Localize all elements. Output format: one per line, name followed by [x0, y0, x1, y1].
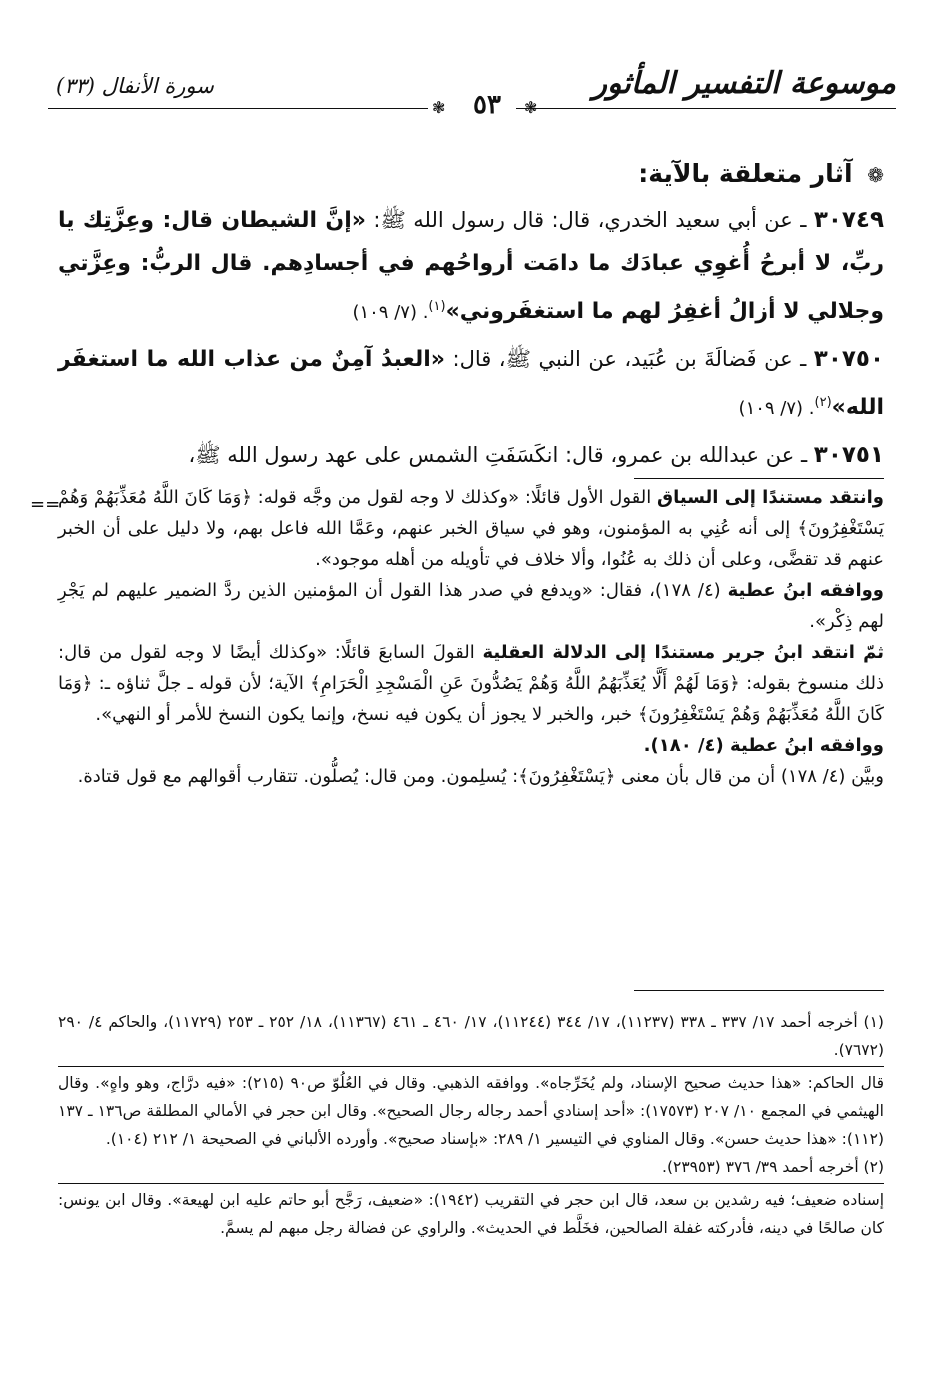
- section-title: آثار متعلقة بالآية:: [638, 159, 853, 188]
- main-text: [58, 152, 884, 481]
- section-heading: [58, 152, 884, 197]
- narration-entry: [58, 434, 884, 477]
- commentary-text: وبيَّن (٤/ ١٧٨) أن من قال بأن معنى ﴿يَسْتَغْفِرُونَ﴾: يُسلِمون. ومن قال: يُصلُّون. تتقارب أقوالهم مع قول قتادة.: [77, 766, 884, 787]
- commentary-lead: ووافقه ابنُ عطية: [727, 580, 884, 601]
- commentary-text: (٤/ ١٧٨)، فقال: «ويدفع في صدر هذا القول أن المؤمنين الذين ردَّ الضمير عليهم لم يَجْرِ لهم ذِكْر».: [58, 580, 884, 632]
- narration-number: ٣٠٧٥١: [813, 442, 884, 468]
- header-rule-right: [516, 108, 896, 109]
- narration-chain: ـ عن فَضالَةَ بن عُبَيد، عن النبي ﷺ، قال:: [444, 347, 814, 371]
- footnote-divider: [58, 1066, 884, 1067]
- footnote-marker[interactable]: (١): [428, 299, 446, 314]
- ornament-icon: ❃: [432, 98, 446, 117]
- continuation-mark: ==: [30, 494, 61, 515]
- footnotes-separator: [634, 990, 884, 991]
- commentary-text: القول الأول قائلًا: «وكذلك لا وجه لقول من وجَّه قوله: ﴿وَمَا كَانَ اللَّهُ مُعَذِّبَهُمْ وَهُمْ يَسْتَغْفِرُونَ﴾ إلى أنه عُنِي به المؤمنون، وهو في سياق الخبر عنهم، وعَمَّا الله فاعل بهم، ولا دليل على أن الخبر عنهم قد تقضَّى، وعلى أن ذلك به عُنُوا، وألا خلاف في تأويله من أهله موجود».: [58, 487, 884, 570]
- hadith-text: «العبدُ آمِنٌ من عذاب الله ما استغفَر الله»: [58, 347, 884, 420]
- commentary-lead: ثمّ انتقد ابنُ جرير مستندًا إلى الدلالة العقلية: [482, 642, 885, 663]
- page-number: ٥٣: [473, 90, 501, 120]
- footnote-commentary: قال الحاكم: «هذا حديث صحيح الإسناد، ولم يُخَرِّجاه». ووافقه الذهبي. وقال في العُلُوّ ص٩٠ (٢١٥): «فيه درَّاج، وهو واهٍ». وقال الهيثمي في المجمع ١٠/ ٢٠٧ (١٧٥٧٣): «أحد إسنادي أحمد رجاله رجال الصحيح». وقال ابن حجر في الأمالي المطلقة ص١٣٦ ـ ١٣٧ (١١٢): «هذا حديث حسن». وقال المناوي في التيسير ١/ ٢٨٩: «بإسناد صحيح». وأورده الألباني في الصحيحة ١/ ٢١٢ (١٠٤).: [58, 1074, 885, 1148]
- narration-chain: ـ عن عبدالله بن عمرو، قال: انكَسَفَتِ الشمس على عهد رسول الله ﷺ،: [188, 443, 814, 467]
- book-title: موسوعة التفسير المأثور: [592, 66, 896, 101]
- footnote-commentary: إسناده ضعيف؛ فيه رشدين بن سعد، قال ابن حجر في التقريب (١٩٤٢): «ضعيف، رَجَّح أبو حاتم عليه ابن لهيعة». وقال ابن يونس: كان صالحًا في دينه، فأدركته غفلة الصالحين، فخَلَّط في الحديث». والراوي عن فضالة رجل مبهم لم يسمَّ.: [58, 1191, 884, 1237]
- narration-entry: [58, 199, 884, 334]
- flower-ornament-icon: ❁: [867, 163, 884, 187]
- footnotes: [58, 1008, 884, 1242]
- commentary-paragraph: [58, 730, 884, 761]
- commentary-notes: [58, 482, 884, 792]
- footnote-divider: [58, 1183, 884, 1184]
- surah-title: سورة الأنفال (٣٣): [56, 74, 214, 98]
- commentary-paragraph: [58, 575, 884, 637]
- narration-chain: ـ عن أبي سعيد الخدري، قال: قال رسول الله ﷺ:: [365, 208, 814, 232]
- commentary-paragraph: [58, 482, 884, 575]
- notes-separator: [634, 478, 884, 479]
- footnote: (١) أخرجه أحمد ١٧/ ٣٣٧ ـ ٣٣٨ (١١٢٣٧)، ١٧/ ٣٤٤ (١١٢٤٤)، ١٧/ ٤٦٠ ـ ٤٦١ (١١٣٦٧)، ١٨/ ٢٥٢ ـ ٢٥٣ (١١٧٢٩)، والحاكم ٤/ ٢٩٠ (٧٦٧٢).: [58, 1013, 884, 1059]
- page-header: [48, 58, 896, 128]
- narration-number: ٣٠٧٤٩: [813, 207, 885, 233]
- commentary-lead: ووافقه ابنُ عطية (٤/ ١٨٠).: [643, 735, 884, 756]
- commentary-paragraph: [58, 761, 884, 792]
- commentary-lead: وانتقد مستندًا إلى السياق: [657, 487, 884, 508]
- commentary-paragraph: [58, 637, 884, 730]
- ornament-icon: ❃: [524, 98, 538, 117]
- narration-number: ٣٠٧٥٠: [813, 346, 884, 372]
- header-rule-left: [48, 108, 428, 109]
- volume-reference: . (٧/ ١٠٩): [738, 398, 815, 419]
- volume-reference: . (٧/ ١٠٩): [352, 302, 429, 323]
- footnote-marker[interactable]: (٢): [814, 395, 832, 410]
- hadith-text: «إنَّ الشيطان قال: وعِزَّتِك يا ربِّ، لا أبرحُ أُغوِي عبادَك ما دامَت أرواحُهم في أجسادِهم. قال الربُّ: وعِزَّتي وجلالي لا أزالُ أغفِرُ لهم ما استغفَروني»: [58, 208, 884, 324]
- footnote: (٢) أخرجه أحمد ٣٩/ ٣٧٦ (٢٣٩٥٣).: [662, 1158, 884, 1176]
- commentary-text: القولَ السابعَ قائلًا: «وكذلك أيضًا لا وجه لقول من قال: ذلك منسوخ بقوله: ﴿وَمَا لَهُمْ أَلَّا يُعَذِّبَهُمُ اللَّهُ وَهُمْ يَصُدُّونَ عَنِ الْمَسْجِدِ الْحَرَامِ﴾ الآية؛ لأن قوله ـ جلَّ ثناؤه ـ: ﴿وَمَا كَانَ اللَّهُ مُعَذِّبَهُمْ وَهُمْ يَسْتَغْفِرُونَ﴾ خبر، والخبر لا يجوز أن يكون فيه نسخ، وإنما يكون النسخ للأمر أو النهي».: [58, 642, 884, 725]
- narration-entry: [58, 338, 884, 430]
